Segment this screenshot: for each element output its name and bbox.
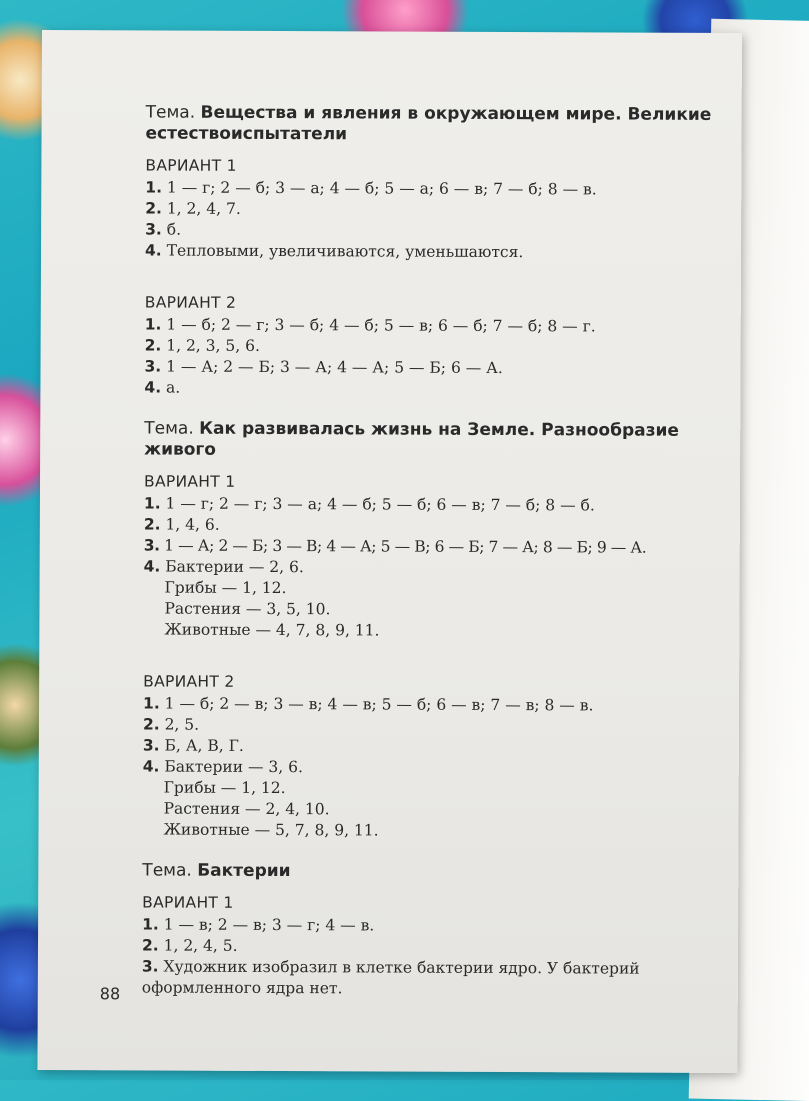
answer-text: 1, 2, 3, 5, 6. <box>166 336 260 355</box>
answer-line <box>144 514 734 538</box>
answer-subline: Животные — 5, 7, 8, 9, 11. <box>163 820 379 840</box>
answer-number: 2. <box>144 336 162 355</box>
variant-label: ВАРИАНТ 1 <box>142 893 234 912</box>
variant-label: ВАРИАНТ 2 <box>144 293 237 312</box>
answer-line <box>142 935 732 959</box>
answer-line <box>143 735 733 759</box>
answer-number: 3. <box>143 536 160 555</box>
answer-text: 1, 2, 4, 5. <box>163 936 238 955</box>
answer-line <box>143 714 733 738</box>
answer-number: 2. <box>143 515 161 534</box>
answer-line <box>144 377 734 401</box>
answer-text: 1 — б; 2 — в; 3 — в; 4 — в; 5 — б; 6 — в; 7 — в; 8 — в. <box>164 694 594 715</box>
book-page <box>37 30 742 1073</box>
topic-heading <box>146 102 736 147</box>
answer-line <box>144 356 734 380</box>
answer-text: 1 — г; 2 — б; 3 — а; 4 — б; 5 — а; 6 — в; 7 — б; 8 — в. <box>166 178 597 199</box>
page-number: 88 <box>99 984 121 1004</box>
answer-subline: Грибы — 1, 12. <box>164 578 287 598</box>
answer-text: Тепловыми, увеличиваются, уменьшаются. <box>166 241 524 262</box>
answer-line <box>145 314 735 338</box>
answer-line <box>144 556 734 580</box>
answer-subline: Животные — 4, 7, 8, 9, 11. <box>164 620 380 640</box>
answer-text: 1 — г; 2 — г; 3 — а; 4 — б; 5 — б; 6 — в; 7 — б; 8 — б. <box>165 494 595 515</box>
answer-line <box>142 914 732 938</box>
answer-number: 2. <box>141 936 159 955</box>
answer-number: 2. <box>145 199 162 218</box>
answer-line <box>145 177 735 201</box>
answer-number: 4. <box>142 757 160 776</box>
answer-number: 1. <box>145 178 163 197</box>
answer-number: 1. <box>143 494 161 513</box>
answer-number: 1. <box>143 694 160 713</box>
answer-line <box>145 335 735 359</box>
answer-number: 1. <box>142 915 159 934</box>
answer-number: 3. <box>141 957 159 976</box>
topic-heading <box>144 418 734 463</box>
answer-line <box>143 693 733 717</box>
answer-number: 3. <box>144 357 162 376</box>
answer-text: а. <box>166 378 181 397</box>
answer-number: 3. <box>145 220 162 239</box>
answer-line <box>145 198 735 222</box>
answer-line <box>145 240 735 264</box>
answer-text: Бактерии — 3, 6. <box>164 757 303 777</box>
variant-label: ВАРИАНТ 2 <box>143 672 235 691</box>
answer-line <box>144 535 734 559</box>
topic-heading <box>142 860 732 884</box>
topic-prefix: Тема. <box>144 418 194 439</box>
answer-number: 4. <box>144 241 162 260</box>
answer-text: Художник изобразил в клетке бактерии ядро. У бактерий оформленного ядра нет. <box>141 957 640 998</box>
answer-subline: Грибы — 1, 12. <box>163 778 286 798</box>
answer-text: Б, А, В, Г. <box>164 736 244 755</box>
variant-label: ВАРИАНТ 1 <box>143 472 236 491</box>
topic-title: Как развивалась жизнь на Земле. Разнообразие живого <box>144 418 679 460</box>
answer-text: 1 — А; 2 — Б; 3 — А; 4 — А; 5 — Б; 6 — А. <box>166 357 503 378</box>
answer-subline: Растения — 2, 4, 10. <box>163 799 330 819</box>
answer-line <box>144 493 734 517</box>
answer-number: 2. <box>142 715 160 734</box>
answer-text: 1 — б; 2 — г; 3 — б; 4 — б; 5 — в; 6 — б; 7 — б; 8 — г. <box>166 315 596 336</box>
answer-text: б. <box>166 220 182 239</box>
answer-text: 1, 2, 4, 7. <box>166 199 241 218</box>
answer-line <box>143 756 733 780</box>
variant-label: ВАРИАНТ 1 <box>145 156 237 175</box>
answer-number: 4. <box>143 557 161 576</box>
answer-text: 1 — в; 2 — в; 3 — г; 4 — в. <box>163 915 375 935</box>
answer-number: 3. <box>142 736 160 755</box>
answer-text: Бактерии — 2, 6. <box>165 557 304 577</box>
answer-text: 2, 5. <box>164 715 200 734</box>
topic-prefix: Тема. <box>142 860 192 881</box>
topic-title: Вещества и явления в окружающем мире. Великие естествоиспытатели <box>145 102 712 145</box>
answer-line <box>142 956 732 1001</box>
answer-number: 1. <box>144 315 162 334</box>
answer-text: 1 — А; 2 — Б; 3 — В; 4 — А; 5 — В; 6 — Б; 7 — А; 8 — Б; 9 — А. <box>164 536 647 557</box>
answer-number: 4. <box>144 378 162 397</box>
topic-title: Бактерии <box>197 860 291 882</box>
answer-subline: Растения — 3, 5, 10. <box>164 599 331 619</box>
topic-prefix: Тема. <box>145 102 196 123</box>
answer-text: 1, 4, 6. <box>165 515 220 534</box>
answer-line <box>145 219 735 243</box>
page-content <box>142 102 736 1001</box>
